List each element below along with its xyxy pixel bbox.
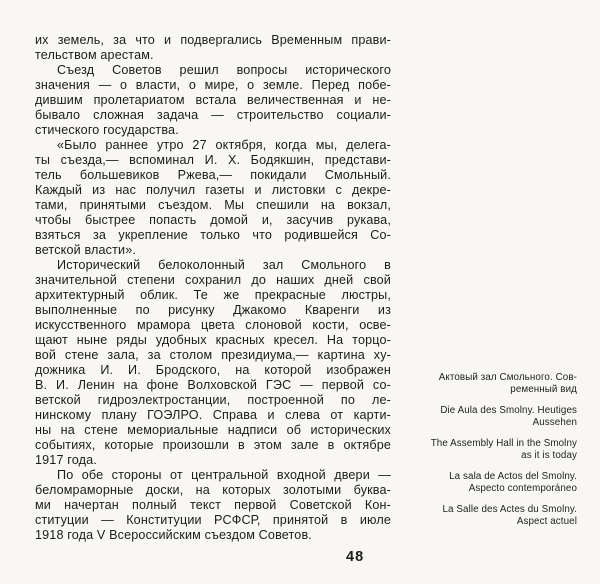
text-line: беломраморные доски, на которых золотыми буква- [35, 483, 391, 497]
text-line: Каждый из нас получил газеты и листовки с декре- [35, 183, 391, 197]
photo-caption [399, 471, 577, 494]
text-line: дившим пролетариатом встала величественная и не- [35, 93, 391, 107]
page-number: 48 [346, 549, 365, 565]
caption-line: ременный вид [510, 383, 577, 395]
caption-line: The Assembly Hall in the Smolny [430, 438, 577, 449]
text-line: ветской власти». [35, 243, 137, 257]
text-line: бывало сложная задача — строительство социали- [35, 108, 391, 122]
text-line: 1918 года V Всероссийским съездом Советов. [35, 528, 312, 542]
text-line: «Было раннее утро 27 октября, когда мы, делега- [57, 138, 391, 152]
text-line: 1917 года. [35, 453, 97, 467]
text-line: тами, принятыми съездом. Мы спешили на вокзал, [35, 198, 391, 212]
paragraph [35, 258, 391, 468]
text-line: ституции — Конституции РСФСР, принятой в июле [35, 513, 391, 527]
photo-caption [399, 438, 577, 461]
photo-caption [399, 372, 577, 395]
caption-line: Aspecto contemporáneo [468, 482, 577, 494]
caption-line: Die Aula des Smolny. Heutiges [440, 405, 577, 416]
photo-caption [399, 405, 577, 428]
text-line: искусственного мрамора цвета слоновой кости, осве- [35, 318, 391, 332]
text-line: щают ныне ряды удобных красных кресел. На торцо- [35, 333, 391, 347]
text-line: Исторический белоколонный зал Смольного в [57, 258, 391, 272]
text-line: ны на стене мемориальные надписи об исторических [35, 423, 391, 437]
text-line: вой стене зала, за столом президиума,— картина ху- [35, 348, 391, 362]
text-line: В. И. Ленин на фоне Волховской ГЭС — первой со- [35, 378, 391, 392]
caption-line: Aspect actuel [516, 515, 577, 527]
caption-line: La Salle des Actes du Smolny. [442, 504, 577, 515]
caption-line: Aussehen [532, 416, 577, 428]
text-line: взяться за укрепление только что родившейся Со- [35, 228, 391, 242]
text-line: По обе стороны от центральной входной двери — [57, 468, 391, 482]
paragraph [35, 138, 391, 258]
text-line: их земель, за что и подвергались Временным прави- [35, 33, 391, 47]
text-line: Съезд Советов решил вопросы исторического [57, 63, 391, 77]
text-line: архитектурный облик. Те же прекрасные люстры, [35, 288, 391, 302]
paragraph [35, 63, 391, 138]
text-line: нинскому плану ГОЭЛРО. Справа и слева от карти- [35, 408, 391, 422]
caption-line: as it is today [521, 449, 577, 461]
text-line: дожника И. И. Бродского, на которой изображен [35, 363, 391, 377]
caption-line: Актовый зал Смольного. Сов- [438, 372, 577, 383]
text-line: выполненные по рисунку Джакомо Кваренги из [35, 303, 391, 317]
text-line: стического государства. [35, 123, 179, 137]
text-line: значения — о власти, о мире, о земле. Перед побе- [35, 78, 391, 92]
text-line: ми начертан полный текст первой Советской Кон- [35, 498, 391, 512]
text-line: значительной степени сохранил до наших дней свой [35, 273, 391, 287]
main-text-column [35, 33, 391, 543]
text-line: тель большевиков Ржева,— покидали Смольный. [35, 168, 391, 182]
text-line: ты съезда,— вспоминал И. Х. Бодякшин, представи- [35, 153, 391, 167]
caption-line: La sala de Actos del Smolny. [449, 471, 577, 482]
photo-caption [399, 504, 577, 527]
paragraph [35, 468, 391, 543]
text-line: тельством арестам. [35, 48, 154, 62]
paragraph [35, 33, 391, 63]
text-line: ветской гидроэлектростанции, построенной по ле- [35, 393, 391, 407]
caption-column [399, 372, 577, 537]
text-line: событиях, которые произошли в этом зале в октябре [35, 438, 391, 452]
text-line: чтобы быстрее попасть домой и, засучив рукава, [35, 213, 391, 227]
